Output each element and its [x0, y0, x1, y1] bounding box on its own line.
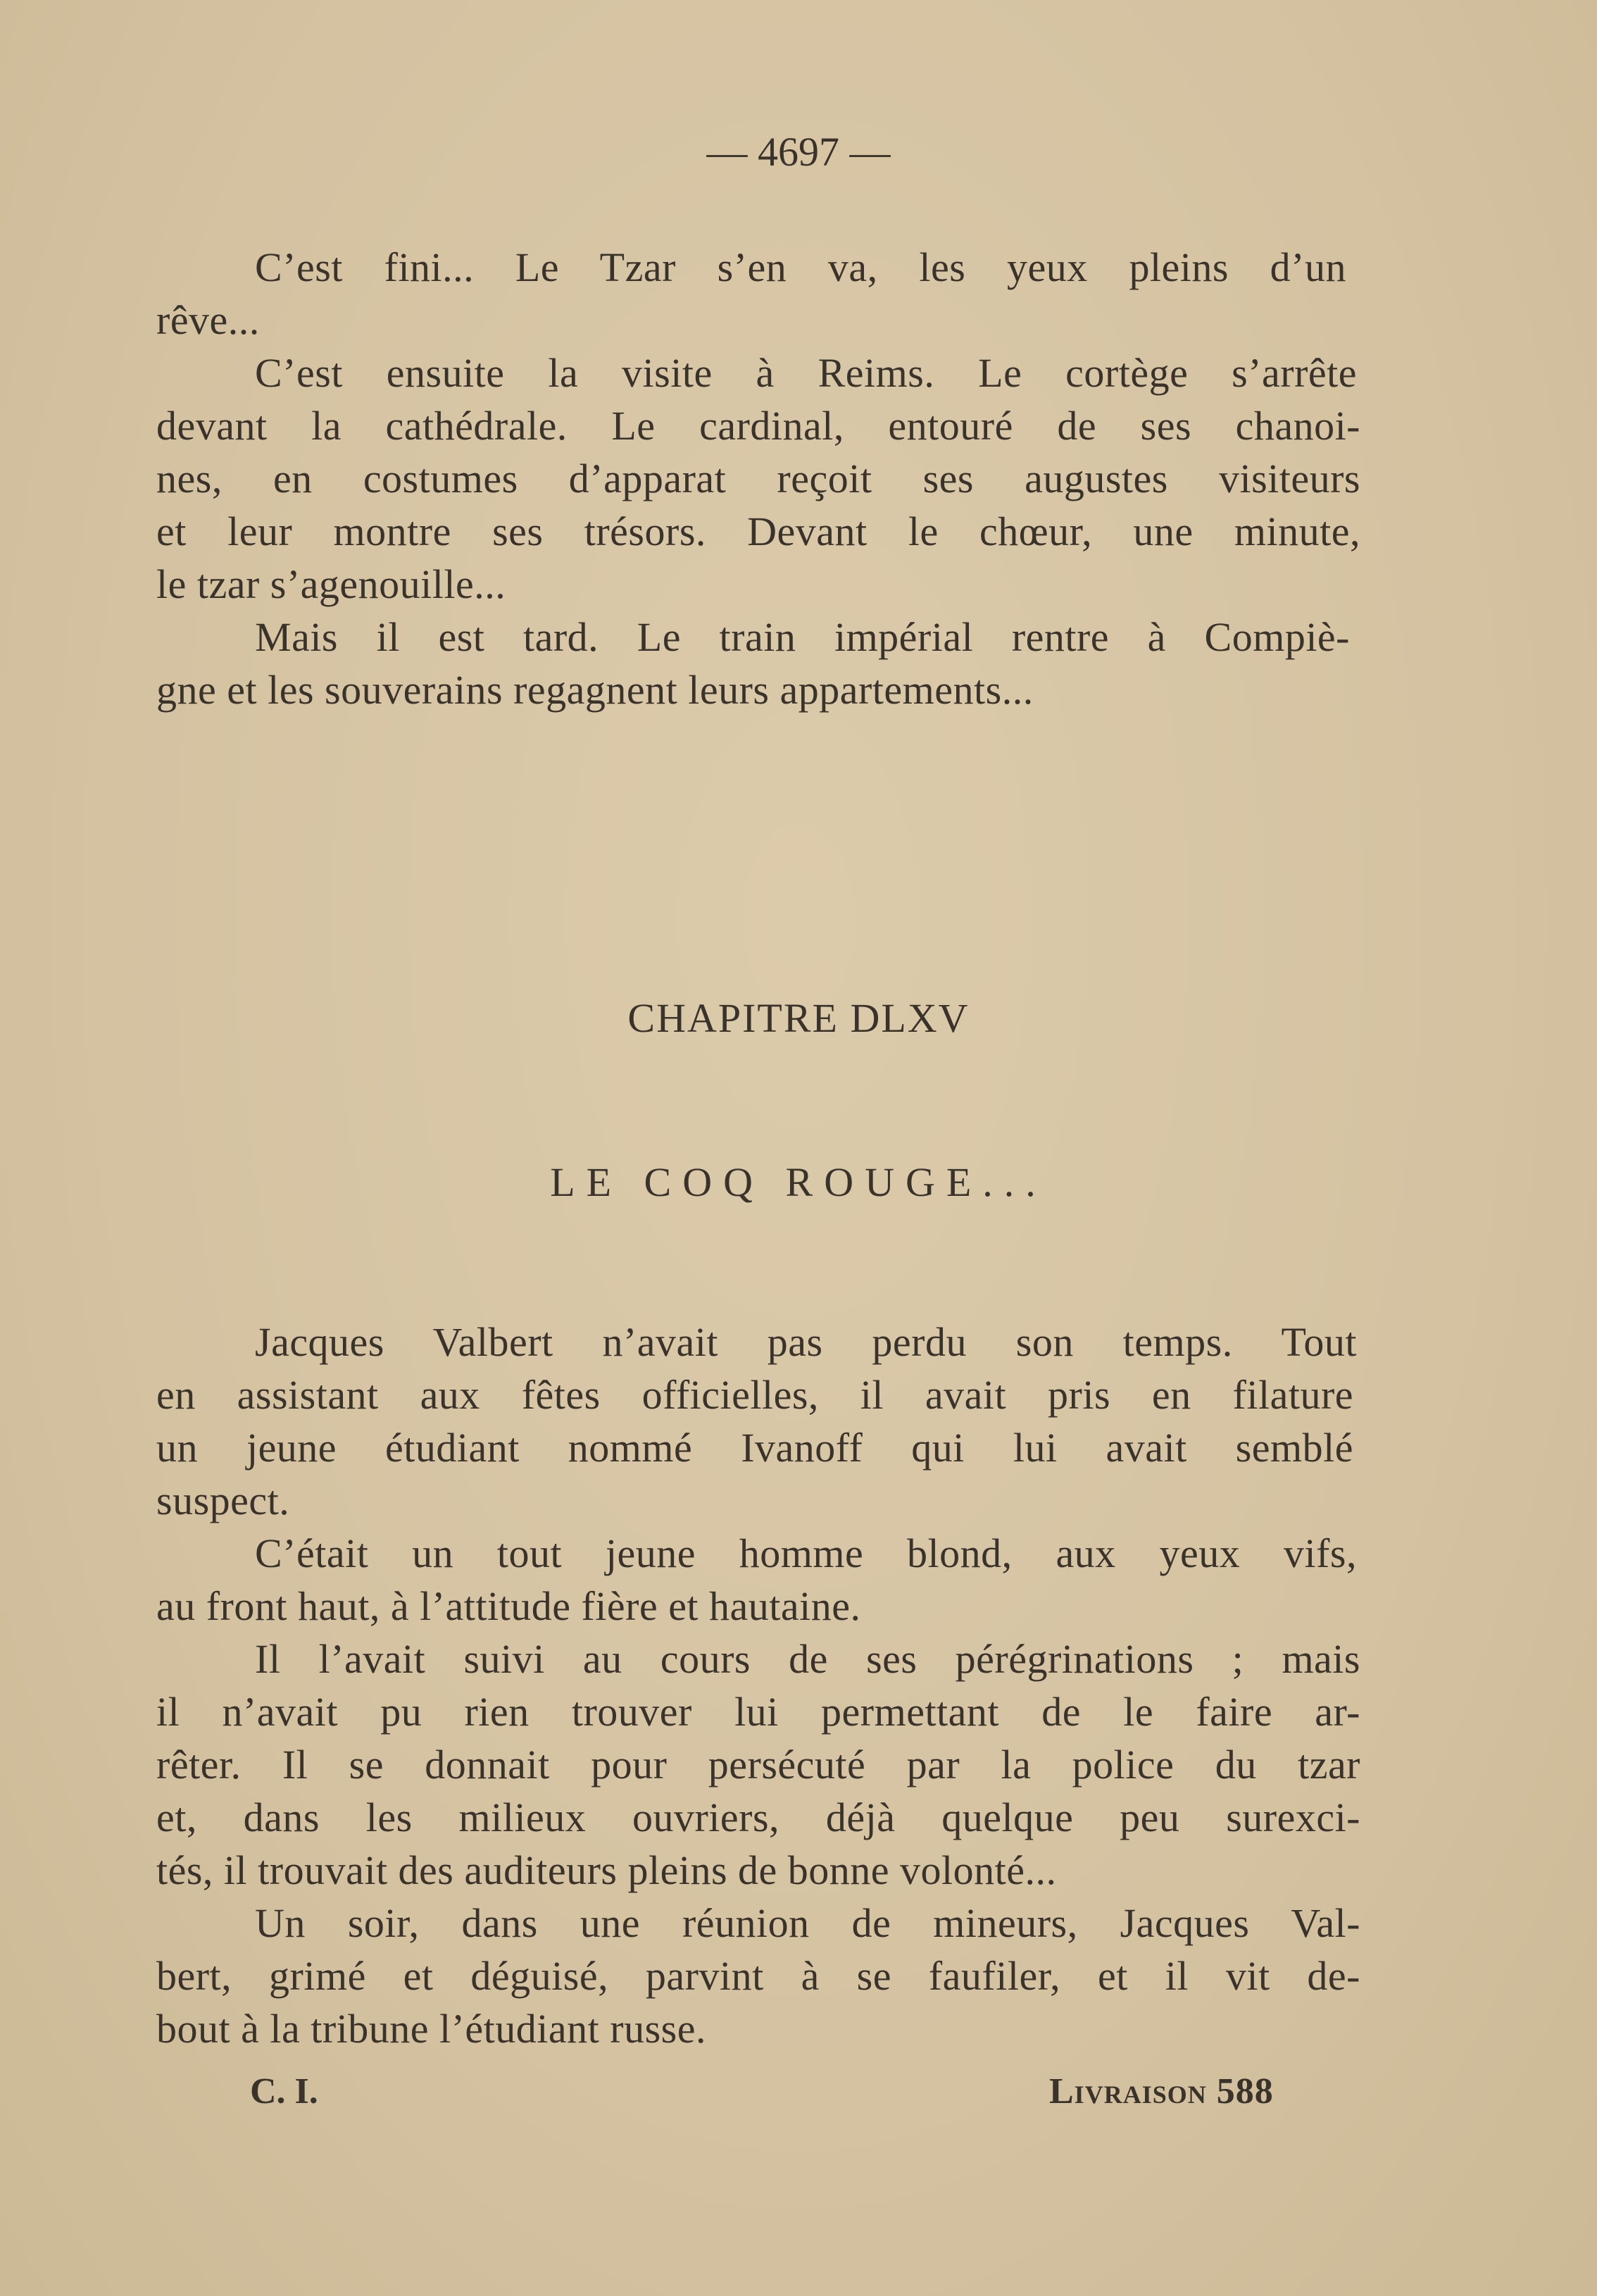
text-line: C’est fini... Le Tzar s’en va, les yeux pleins d’un [255, 244, 1346, 290]
text-line: rêter. Il se donnait pour persécuté par la police du tzar [156, 1742, 1360, 1787]
text-line: il n’avait pu rien trouver lui permettant de le faire ar- [156, 1689, 1360, 1735]
text-line: rêve... [156, 297, 260, 343]
text-line: Un soir, dans une réunion de mineurs, Jacques Val- [255, 1900, 1360, 1946]
text-line: Jacques Valbert n’avait pas perdu son temps. Tout [255, 1319, 1357, 1365]
text-line: C’est ensuite la visite à Reims. Le cortège s’arrête [255, 350, 1357, 396]
text-line: bout à la tribune l’étudiant russe. [156, 2006, 706, 2052]
footer-signature: C. I. [250, 2071, 318, 2111]
text-line: au front haut, à l’attitude fière et hautaine. [156, 1583, 861, 1629]
text-line: devant la cathédrale. Le cardinal, entouré de ses chanoi- [156, 403, 1360, 449]
chapter-subtitle: LE COQ ROUGE... [550, 1159, 1047, 1205]
page-number: — 4697 — [706, 129, 891, 175]
footer-livraison: Livraison 588 [1049, 2071, 1274, 2111]
text-line: nes, en costumes d’apparat reçoit ses augustes visiteurs [156, 456, 1360, 501]
text-line: Il l’avait suivi au cours de ses pérégrinations ; mais [255, 1636, 1360, 1682]
chapter-title: CHAPITRE DLXV [627, 995, 970, 1041]
text-line: tés, il trouvait des auditeurs pleins de bonne volonté... [156, 1847, 1057, 1893]
text-line: en assistant aux fêtes officielles, il avait pris en filature [156, 1372, 1353, 1418]
text-line: et leur montre ses trésors. Devant le chœur, une minute, [156, 509, 1360, 554]
text-line: et, dans les milieux ouvriers, déjà quelque peu surexci- [156, 1795, 1360, 1840]
text-line: le tzar s’agenouille... [156, 561, 506, 607]
text-line: bert, grimé et déguisé, parvint à se faufiler, et il vit de- [156, 1953, 1360, 1999]
text-line: C’était un tout jeune homme blond, aux yeux vifs, [255, 1530, 1357, 1576]
text-line: gne et les souverains regagnent leurs appartements... [156, 667, 1034, 713]
text-line: Mais il est tard. Le train impérial rentre à Compiè- [255, 614, 1350, 660]
text-line: suspect. [156, 1478, 290, 1523]
text-line: un jeune étudiant nommé Ivanoff qui lui avait semblé [156, 1425, 1353, 1471]
